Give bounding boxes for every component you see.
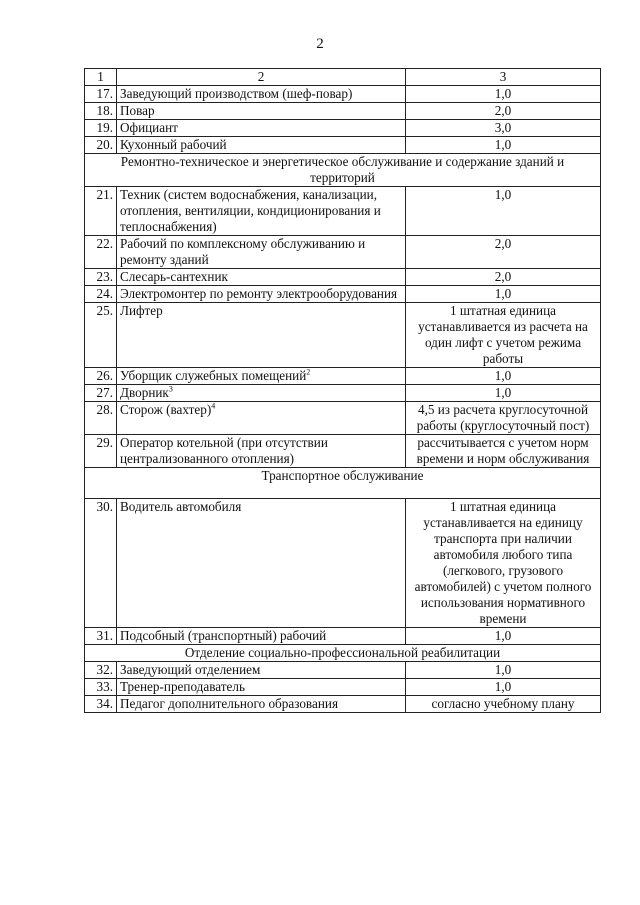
staff-units: рассчитывается с учетом норм времени и норм обслуживания — [406, 435, 601, 468]
position-name: Техник (систем водоснабжения, канализации, отопления, вентиляции, кондиционирования и теплоснабжения) — [120, 187, 381, 234]
table-row — [85, 86, 601, 103]
section-row — [85, 645, 601, 662]
row-number: 20. — [85, 137, 117, 154]
row-number: 34. — [85, 696, 117, 713]
row-number: 18. — [85, 103, 117, 120]
table-row — [85, 696, 601, 713]
table-row — [85, 103, 601, 120]
position-name-cell — [117, 679, 406, 696]
staff-units: 4,5 из расчета круглосуточной работы (круглосуточный пост) — [406, 402, 601, 435]
row-number: 21. — [85, 187, 117, 236]
section-title: Ремонтно-техническое и энергетическое обслуживание и содержание зданий и территорий — [85, 154, 601, 187]
position-name-cell — [117, 628, 406, 645]
position-name: Уборщик служебных помещений — [120, 368, 307, 383]
position-name-cell — [117, 402, 406, 435]
position-name: Электромонтер по ремонту электрооборудования — [120, 286, 398, 301]
position-name-cell — [117, 120, 406, 137]
position-name: Тренер-преподаватель — [120, 679, 246, 694]
position-name-cell — [117, 696, 406, 713]
row-number: 30. — [85, 499, 117, 628]
staff-units: 2,0 — [406, 103, 601, 120]
table-row — [85, 402, 601, 435]
table-row — [85, 385, 601, 402]
position-name: Лифтер — [120, 303, 163, 318]
table-row — [85, 187, 601, 236]
header-col-1: 1 — [85, 69, 117, 86]
staff-table-body — [85, 69, 601, 713]
footnote-marker: 4 — [211, 401, 216, 411]
staff-units: 1,0 — [406, 86, 601, 103]
table-row — [85, 269, 601, 286]
footnote-marker: 3 — [168, 384, 173, 394]
table-row — [85, 368, 601, 385]
position-name: Сторож (вахтер) — [120, 402, 212, 417]
row-number: 24. — [85, 286, 117, 303]
staff-units: 1,0 — [406, 628, 601, 645]
staff-units: 1 штатная единица устанавливается на единицу транспорта при наличии автомобиля любого типа (легкового, грузового автомобилей) с учетом полного использования нормативного времени — [406, 499, 601, 628]
page-number: 2 — [316, 36, 324, 52]
position-name: Кухонный рабочий — [120, 137, 227, 152]
position-name-cell — [117, 269, 406, 286]
position-name: Слесарь-сантехник — [120, 269, 228, 284]
section-title: Отделение социально-профессиональной реабилитации — [85, 645, 601, 662]
position-name: Дворник — [120, 385, 169, 400]
position-name-cell — [117, 303, 406, 368]
row-number: 29. — [85, 435, 117, 468]
position-name: Заведующий отделением — [120, 662, 261, 677]
table-row — [85, 499, 601, 628]
staff-units: 1,0 — [406, 662, 601, 679]
table-row — [85, 137, 601, 154]
row-number: 19. — [85, 120, 117, 137]
table-row — [85, 286, 601, 303]
table-row — [85, 120, 601, 137]
staff-units: 1,0 — [406, 137, 601, 154]
footnote-marker: 2 — [306, 367, 311, 377]
position-name-cell — [117, 385, 406, 402]
position-name: Водитель автомобиля — [120, 499, 242, 514]
staff-units: 1,0 — [406, 187, 601, 236]
staff-units: 1,0 — [406, 368, 601, 385]
section-row — [85, 154, 601, 187]
staff-units: 3,0 — [406, 120, 601, 137]
position-name: Оператор котельной (при отсутствии централизованного отопления) — [120, 435, 328, 466]
position-name: Повар — [120, 103, 155, 118]
position-name-cell — [117, 286, 406, 303]
staff-units: 1,0 — [406, 286, 601, 303]
row-number: 27. — [85, 385, 117, 402]
position-name-cell — [117, 435, 406, 468]
header-col-3: 3 — [406, 69, 601, 86]
position-name-cell — [117, 368, 406, 385]
staff-units: 1 штатная единица устанавливается из расчета на один лифт с учетом режима работы — [406, 303, 601, 368]
row-number: 26. — [85, 368, 117, 385]
row-number: 31. — [85, 628, 117, 645]
row-number: 22. — [85, 236, 117, 269]
position-name-cell — [117, 137, 406, 154]
position-name-cell — [117, 662, 406, 679]
row-number: 23. — [85, 269, 117, 286]
position-name: Заведующий производством (шеф-повар) — [120, 86, 353, 101]
table-row — [85, 679, 601, 696]
table-row — [85, 628, 601, 645]
position-name-cell — [117, 499, 406, 628]
section-row — [85, 468, 601, 499]
position-name-cell — [117, 187, 406, 236]
position-name: Педагог дополнительного образования — [120, 696, 339, 711]
position-name-cell — [117, 86, 406, 103]
header-row — [85, 69, 601, 86]
section-title: Транспортное обслуживание — [85, 468, 601, 499]
header-col-2: 2 — [117, 69, 406, 86]
position-name-cell — [117, 236, 406, 269]
position-name: Официант — [120, 120, 178, 135]
row-number: 28. — [85, 402, 117, 435]
staff-table — [84, 68, 601, 713]
position-name: Подсобный (транспортный) рабочий — [120, 628, 327, 643]
table-row — [85, 303, 601, 368]
row-number: 17. — [85, 86, 117, 103]
row-number: 25. — [85, 303, 117, 368]
table-row — [85, 435, 601, 468]
staff-units: 2,0 — [406, 269, 601, 286]
table-row — [85, 236, 601, 269]
row-number: 33. — [85, 679, 117, 696]
table-row — [85, 662, 601, 679]
row-number: 32. — [85, 662, 117, 679]
position-name-cell — [117, 103, 406, 120]
staff-units: согласно учебному плану — [406, 696, 601, 713]
staff-units: 2,0 — [406, 236, 601, 269]
position-name: Рабочий по комплексному обслуживанию и ремонту зданий — [120, 236, 366, 267]
staff-units: 1,0 — [406, 385, 601, 402]
staff-units: 1,0 — [406, 679, 601, 696]
